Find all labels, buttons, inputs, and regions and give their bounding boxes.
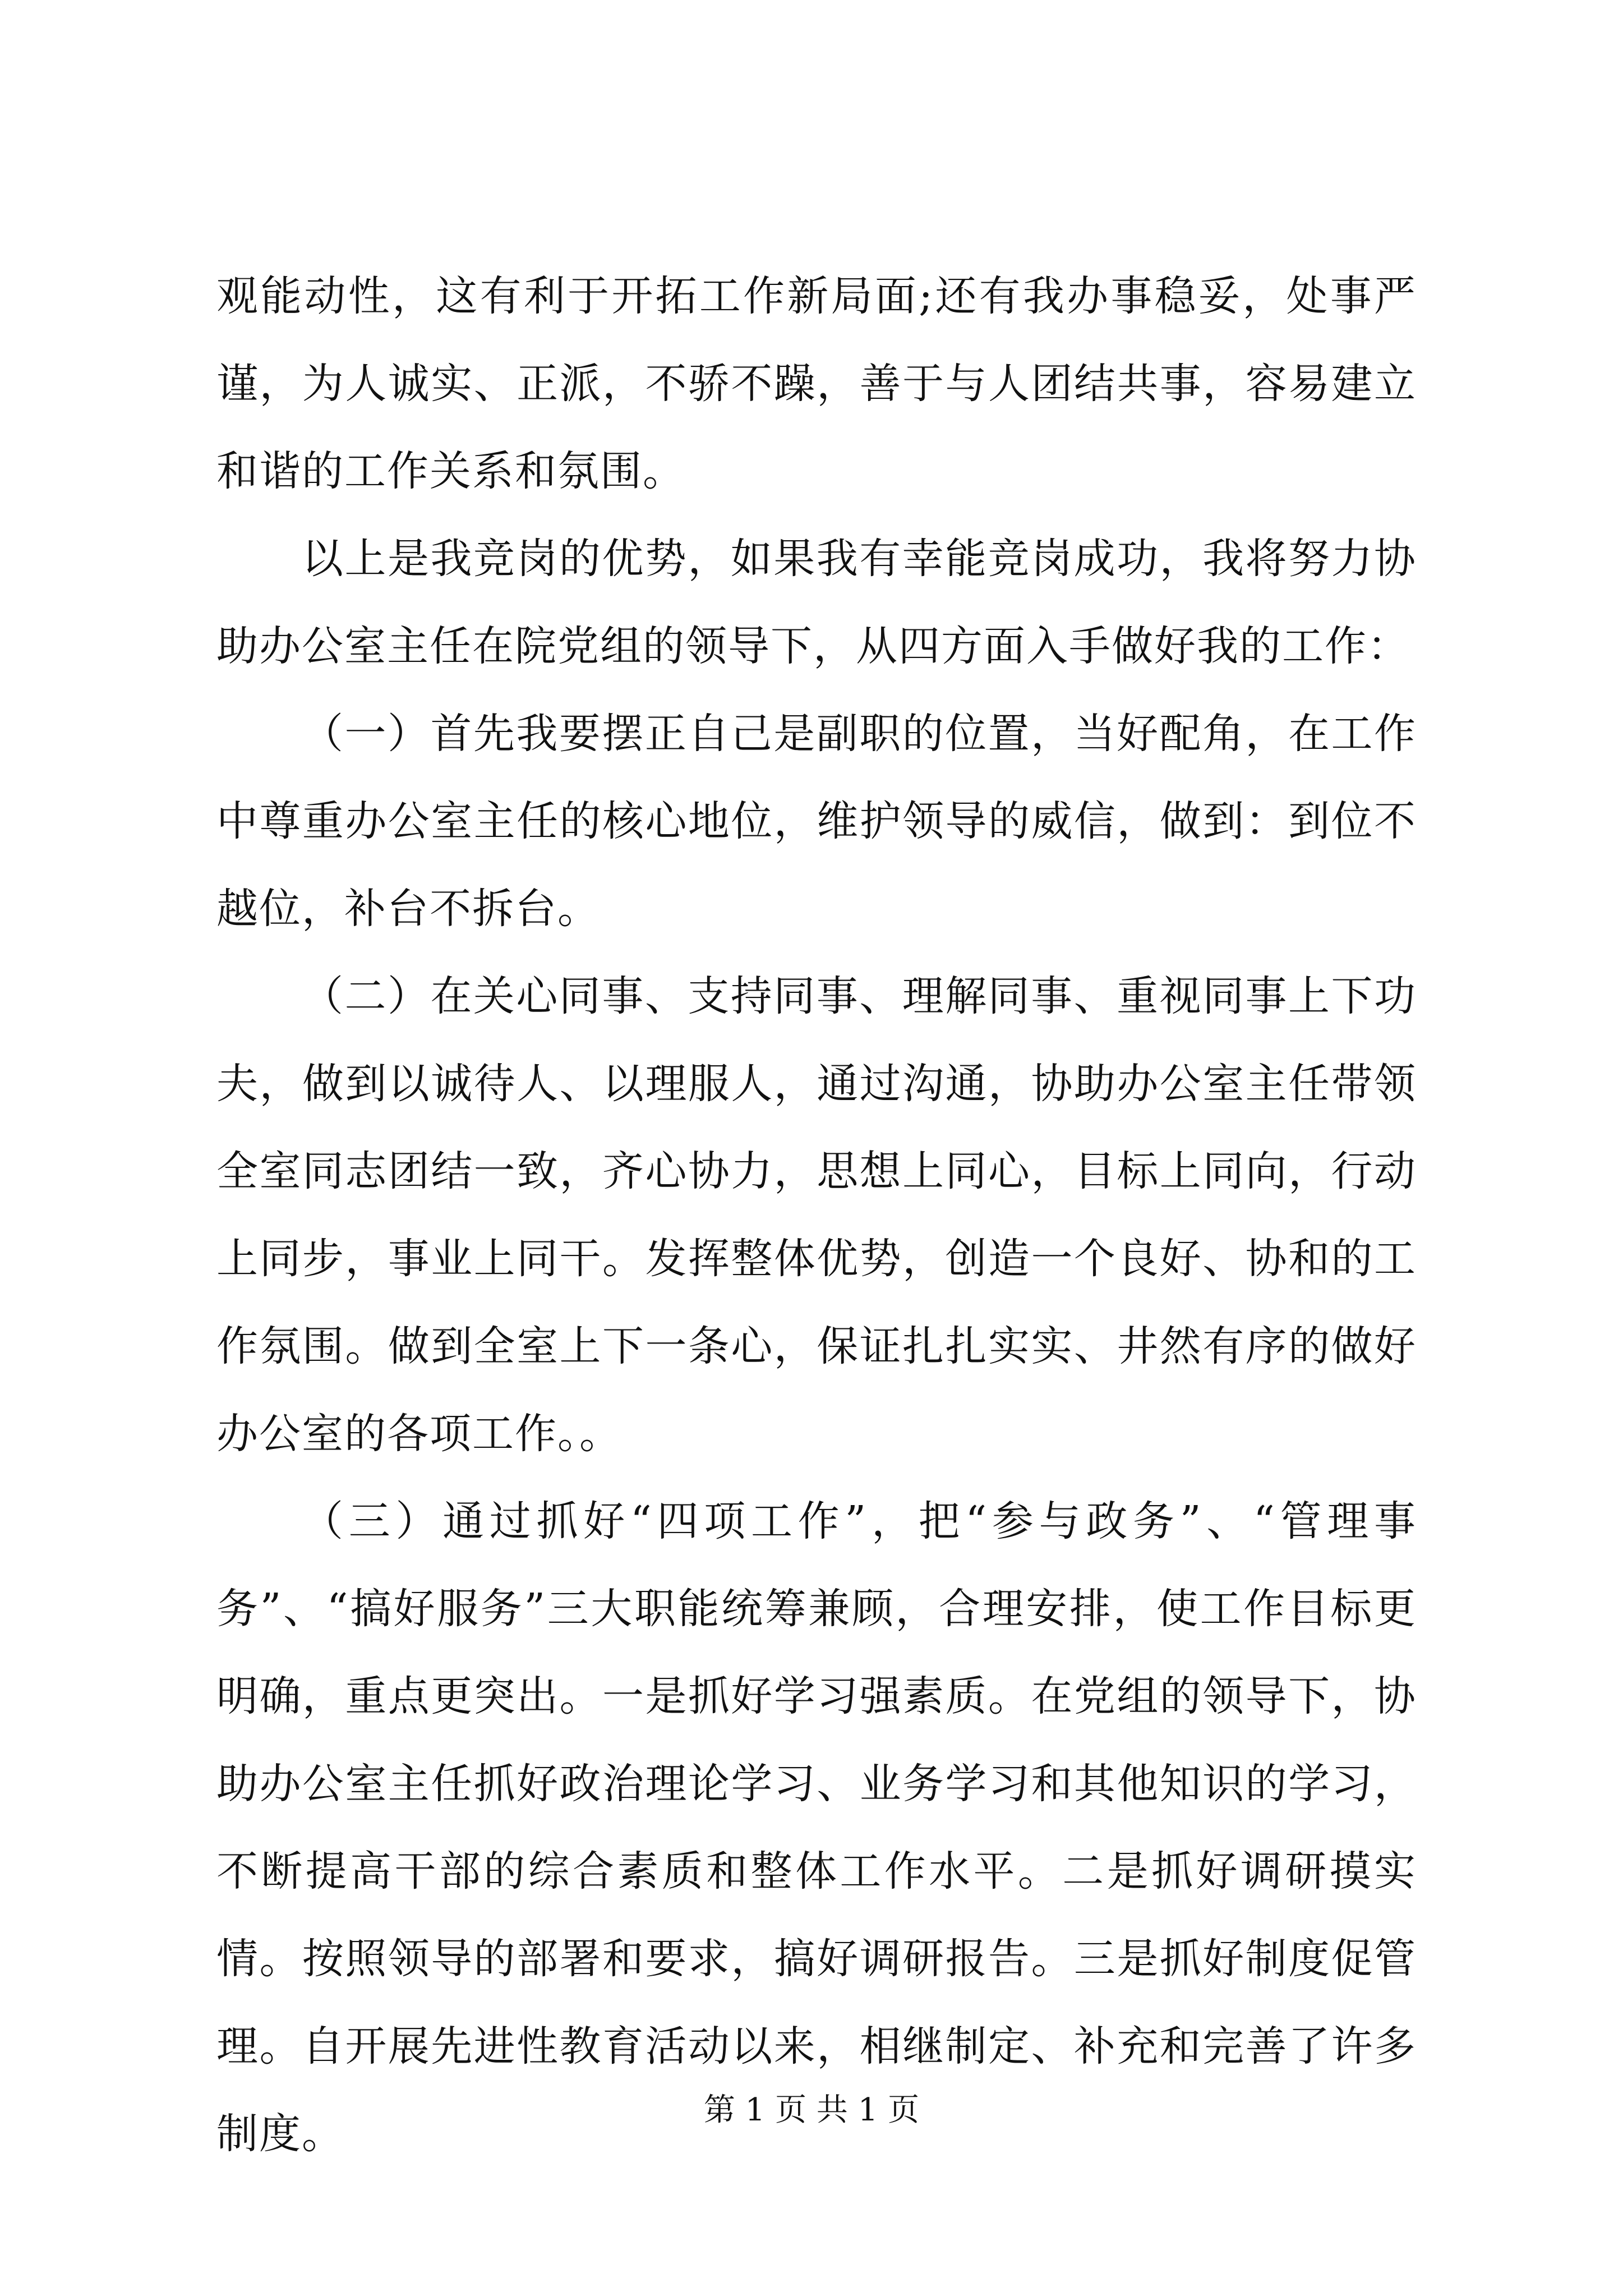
- paragraph-item-1: （一）首先我要摆正自己是副职的位置，当好配角，在工作中尊重办公室主任的核心地位，维护领导的威信，做到：到位不越位，补台不拆台。: [216, 710, 1417, 933]
- page-number-footer: 第 1 页 共 1 页: [703, 2092, 920, 2128]
- paragraph-continuation: 观能动性，这有利于开拓工作新局面;还有我办事稳妥，处事严谨，为人诚实、正派，不骄不躁，善于与人团结共事，容易建立和谐的工作关系和氛围。: [216, 272, 1417, 495]
- paragraph-item-2: （二）在关心同事、支持同事、理解同事、重视同事上下功夫，做到以诚待人、以理服人，通过沟通，协助办公室主任带领全室同志团结一致，齐心协力，思想上同心，目标上同向，行动上同步，事业上同干。发挥整体优势，创造一个良好、协和的工作氛围。做到全室上下一条心，保证扎扎实实、井然有序的做好办公室的各项工作。。: [216, 972, 1417, 1458]
- paragraph-item-3: （三）通过抓好“四项工作”，把“参与政务”、“管理事务”、“搞好服务”三大职能统筹兼顾，合理安排，使工作目标更明确，重点更突出。一是抓好学习强素质。在党组的领导下，协助办公室主任抓好政治理论学习、业务学习和其他知识的学习，不断提高干部的综合素质和整体工作水平。二是抓好调研摸实情。按照领导的部署和要求，搞好调研报告。三是抓好制度促管理。自开展先进性教育活动以来，相继制定、补充和完善了许多制度。: [216, 1497, 1417, 2158]
- paragraph-advantages-summary: 以上是我竞岗的优势，如果我有幸能竞岗成功，我将努力协助办公室主任在院党组的领导下，从四方面入手做好我的工作：: [216, 535, 1417, 670]
- document-body: [216, 252, 1417, 2178]
